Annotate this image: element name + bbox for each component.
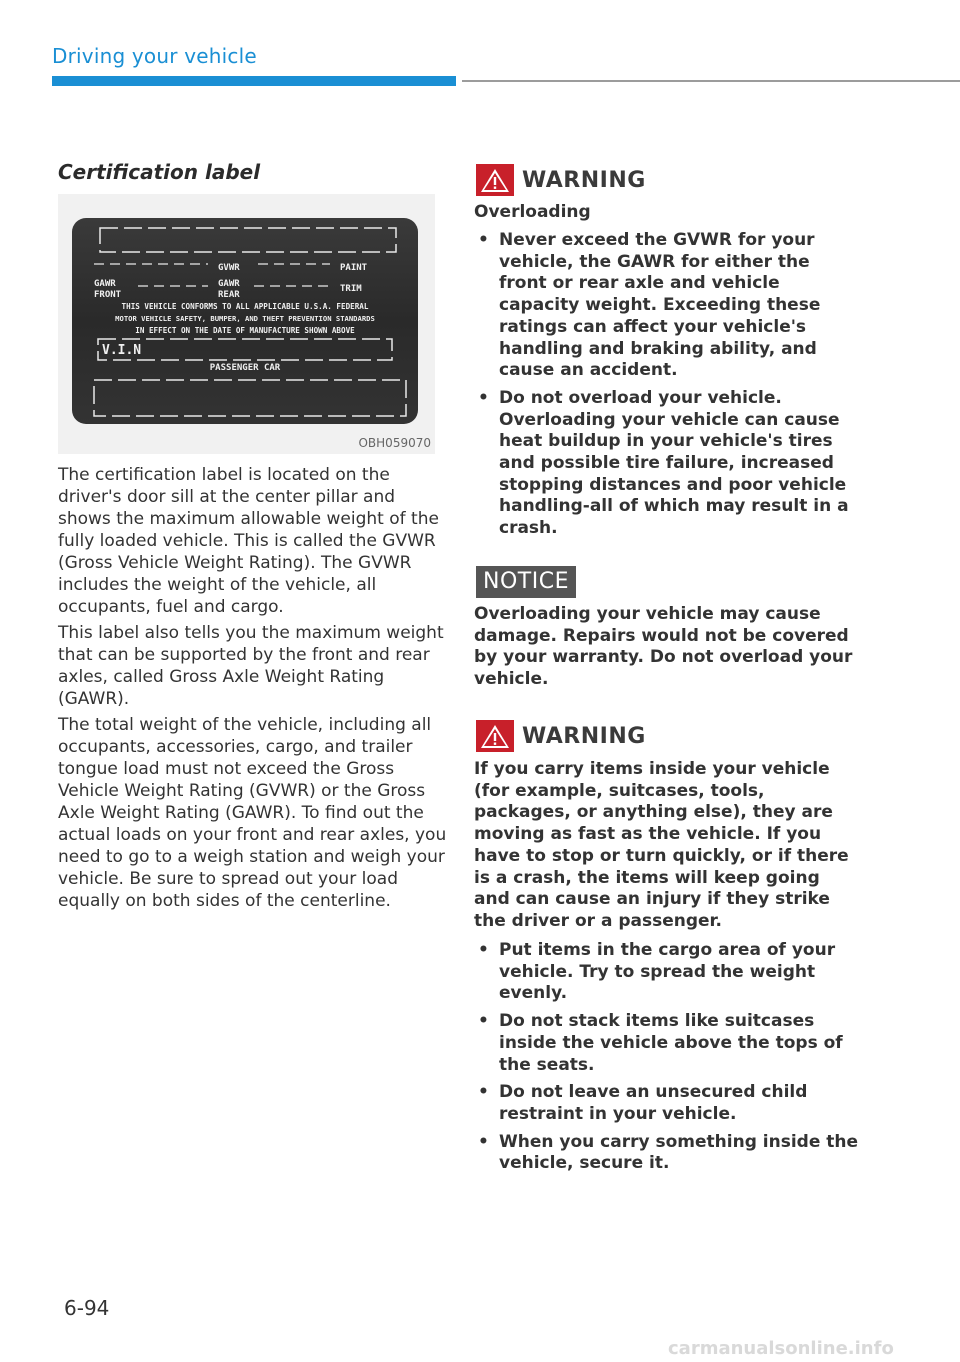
list-item: • Never exceed the GVWR for your vehicle, the GAWR for either the front or rear axle and vehicle capacity weight. Exceeding these ratings can affect your vehicle's handling and braking ability, and cause an accident. xyxy=(478,230,821,381)
list-item: • Put items in the cargo area of your vehicle. Try to spread the weight evenly. xyxy=(478,940,836,1004)
list-item: • Do not overload your vehicle. Overloading your vehicle can cause heat buildup in your vehicle's tires and possible tire failure, increased stopping distances and poor vehicle handling-all of which may result in a crash. xyxy=(478,387,849,539)
certification-label-figure xyxy=(58,194,435,454)
label-conform-line2: MOTOR VEHICLE SAFETY, BUMPER, AND THEFT PREVENTION STANDARDS xyxy=(115,314,375,323)
list-item: • Do not leave an unsecured child restraint in your vehicle. xyxy=(478,1082,808,1124)
warning-subtitle: Overloading xyxy=(474,202,591,222)
label-gawr-center: GAWR xyxy=(218,279,240,289)
bullet-icon: • xyxy=(478,1082,489,1103)
label-trim: TRIM xyxy=(340,284,362,294)
warning-triangle-icon xyxy=(476,164,514,196)
warning-label: WARNING xyxy=(522,168,646,193)
bullet-icon: • xyxy=(478,1131,489,1152)
warning-intro: If you carry items inside your vehicle (for example, suitcases, tools, packages, or anything else), they are moving as fast as the vehicle. If you have to stop or turn quickly, or if there is a crash, the items will keep going and can cause an injury if they strike the driver or a passenger. xyxy=(474,759,849,931)
label-rear: REAR xyxy=(218,290,240,300)
label-paint: PAINT xyxy=(340,263,368,273)
label-gvwr: GVWR xyxy=(218,263,240,273)
certification-label-illustration xyxy=(58,194,435,454)
warning-bullet-list xyxy=(474,940,860,1181)
body-paragraph: This label also tells you the maximum weight that can be supported by the front and rear axles, called Gross Axle Weight Rating (GAWR). xyxy=(58,623,444,709)
warning-triangle-icon xyxy=(476,720,514,752)
label-vin: V.I.N xyxy=(102,343,142,358)
header-rule xyxy=(462,80,960,82)
label-front: FRONT xyxy=(94,290,122,300)
label-passenger-car: PASSENGER CAR xyxy=(209,363,281,373)
figure-code: OBH059070 xyxy=(358,436,431,450)
list-item: • When you carry something inside the vehicle, secure it. xyxy=(478,1131,859,1174)
header-rule-accent xyxy=(52,76,456,86)
label-conform-line3: IN EFFECT ON THE DATE OF MANUFACTURE SHOWN ABOVE xyxy=(135,326,355,335)
notice-text: Overloading your vehicle may cause damage. Repairs would not be covered by your warranty. Do not overload your vehicle. xyxy=(474,604,853,690)
body-paragraph: The total weight of the vehicle, including all occupants, accessories, cargo, and trailer tongue load must not exceed the Gross Vehicle Weight Rating (GVWR) or the Gross Axle Weight Rating (GAWR). To find out the actual loads on your front and rear axles, you need to go to a weigh station and weigh your vehicle. Be sure to spread out your load equally on both sides of the centerline. xyxy=(58,715,447,911)
bullet-icon: • xyxy=(478,940,489,960)
label-conform-line1: THIS VEHICLE CONFORMS TO ALL APPLICABLE U.S.A. FEDERAL xyxy=(121,302,369,311)
watermark: carmanualsonline.info xyxy=(668,1338,894,1359)
label-gawr-left: GAWR xyxy=(94,279,116,289)
warning-label: WARNING xyxy=(522,724,646,749)
section-header-title: Driving your vehicle xyxy=(52,44,257,68)
notice-badge: NOTICE xyxy=(476,566,576,598)
bullet-icon: • xyxy=(478,1011,489,1032)
bullet-icon: • xyxy=(478,387,489,408)
page-number: 6-94 xyxy=(64,1296,110,1320)
certification-label-heading: Certification label xyxy=(58,160,261,184)
list-item: • Do not stack items like suitcases inside the vehicle above the tops of the seats. xyxy=(478,1011,843,1075)
body-paragraph: The certification label is located on the driver's door sill at the center pillar and shows the maximum allowable weight of the fully loaded vehicle. This is called the GVWR (Gross Vehicle Weight Rating). The GVWR includes the weight of the vehicle, all occupants, fuel and cargo. xyxy=(58,465,439,617)
bullet-icon: • xyxy=(478,230,489,250)
warning-bullet-list xyxy=(474,230,860,546)
